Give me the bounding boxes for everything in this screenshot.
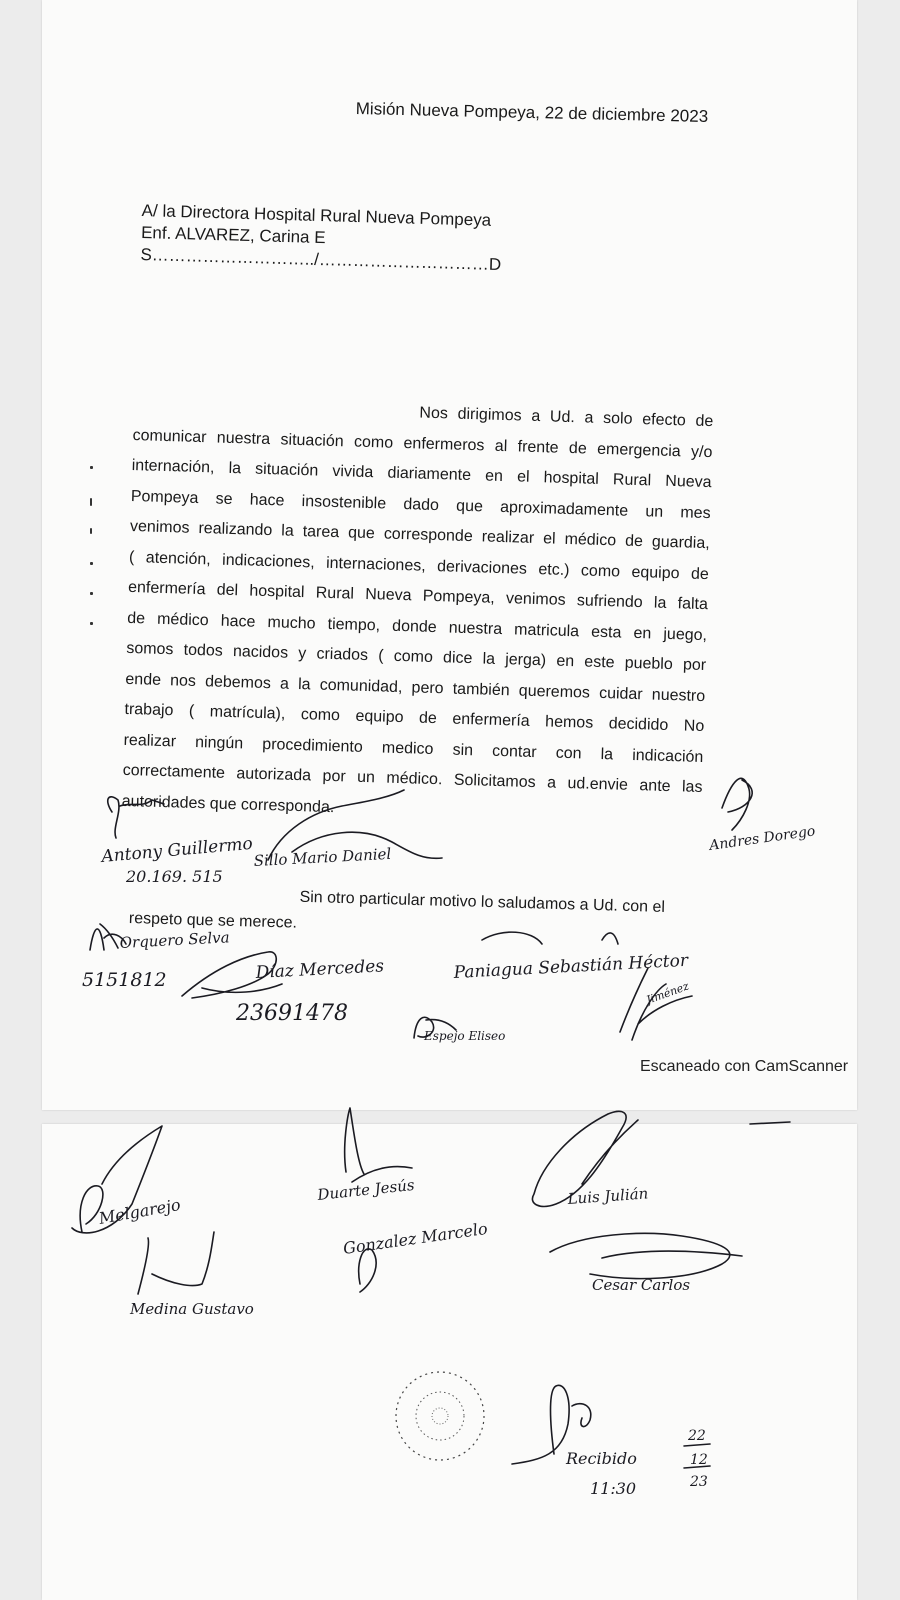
- sig5-id-text: 23691478: [236, 1001, 348, 1026]
- received-day: 22: [688, 1428, 706, 1444]
- sig1-name-text: Antony Guillermo: [100, 833, 254, 867]
- body-line: venimos realizando la tarea que corresponde realizar el médico de guardia,: [129, 517, 710, 553]
- signature-7: [414, 1017, 505, 1043]
- body-line: de médico hace mucho tiempo, donde nuestra matricula esta en juego,: [126, 609, 708, 644]
- closing-line: Sin otro particular motivo lo saludamos a Ud. con el: [299, 888, 666, 916]
- sig3-name-text: Andres Dorego: [708, 823, 817, 854]
- fraction-bar: [684, 1444, 710, 1446]
- body-line: ende nos debemos a la comunidad, pero también queremos cuidar nuestro: [125, 670, 706, 705]
- signatures-page-2: [42, 1124, 857, 1600]
- received-year: 23: [690, 1474, 708, 1490]
- body-line: somos todos nacidos y criados ( como dice la jerga) en este pueblo por: [126, 639, 707, 675]
- signature-8: [620, 968, 692, 1040]
- body-line: autoridades que corresponda.: [121, 792, 335, 816]
- sig2-name-text: Sillo Mario Daniel: [253, 844, 392, 870]
- body-line: realizar ningún procedimiento medico sin contar con la indicación: [123, 731, 704, 766]
- scan-stroke: [750, 1122, 790, 1124]
- received-time: 11:30: [590, 1479, 637, 1498]
- signature-2: [253, 790, 442, 870]
- signature-10: [129, 1232, 254, 1318]
- sig4-id-text: 5151812: [82, 969, 167, 991]
- body-line: Nos dirigimos a Ud. a solo efecto de: [419, 404, 714, 431]
- closing-line: respeto que se merece.: [128, 909, 298, 932]
- recipient-line-2: Enf. ALVAREZ, Carina E: [140, 222, 326, 248]
- signature-13: [532, 1111, 648, 1208]
- recipient-line-1: A/ la Directora Hospital Rural Nueva Pompeya: [141, 200, 492, 230]
- sig10-name-text: Medina Gustavo: [130, 1300, 254, 1318]
- sig9-name-text: Melgarejo: [97, 1194, 182, 1228]
- letter-page-1: [42, 0, 857, 1110]
- body-line: internación, la situación vivida diariamente en el hospital Rural Nueva: [131, 456, 712, 492]
- sig8-name-text: Jiménez: [644, 979, 691, 1007]
- body-line: Pompeya se hace insostenible dado que aproximadamente un mes: [130, 487, 711, 522]
- signatures-page-1: [42, 0, 857, 1110]
- body-line: comunicar nuestra situación como enfermeros al frente de emergencia y/o: [132, 426, 713, 461]
- date-line: Misión Nueva Pompeya, 22 de diciembre 2023: [355, 98, 709, 126]
- signature-4: [82, 924, 230, 991]
- sig12-name-text: Gonzalez Marcelo: [341, 1218, 489, 1258]
- sig6-name-text: Paniagua Sebastián Héctor: [453, 950, 689, 983]
- letter-page-2: [42, 1124, 857, 1600]
- signature-9: [72, 1126, 182, 1233]
- signature-6: [452, 932, 689, 983]
- body-line: ( atención, indicaciones, internaciones, derivaciones etc.) como equipo de: [128, 548, 710, 583]
- official-seal: [396, 1372, 484, 1460]
- sig13-name-text: Luis Julián: [567, 1184, 649, 1208]
- sig1-id-text: 20.169. 515: [126, 867, 223, 886]
- sig11-name-text: Duarte Jesús: [316, 1175, 416, 1204]
- recipient-line-3: S………………………../…………………………D: [140, 244, 502, 275]
- signature-12: [342, 1219, 489, 1292]
- sig7-name-text: Espejo Eliseo: [424, 1029, 506, 1043]
- received-note: [512, 1385, 710, 1498]
- sig14-name-text: Cesar Carlos: [592, 1276, 691, 1294]
- body-line: correctamente autorizada por un médico. Solicitamos a ud.envie ante las: [122, 761, 703, 797]
- sig4-name-text: Orquero Selva: [119, 928, 231, 952]
- signature-5: [182, 952, 385, 1026]
- signature-11: [316, 1108, 416, 1204]
- signature-3: [706, 778, 816, 854]
- body-line: trabajo ( matrícula), como equipo de enfermería hemos decidido No: [124, 700, 705, 736]
- signature-14: [550, 1233, 742, 1294]
- signature-1: [99, 797, 254, 886]
- received-label: Recibido: [566, 1449, 637, 1468]
- sig5-name-text: Díaz Mercedes: [255, 956, 385, 983]
- camscanner-watermark: Escaneado con CamScanner: [640, 1058, 849, 1075]
- body-line: enfermería del hospital Rural Nueva Pompeya, venimos sufriendo la falta: [127, 578, 709, 614]
- received-month: 12: [690, 1452, 708, 1468]
